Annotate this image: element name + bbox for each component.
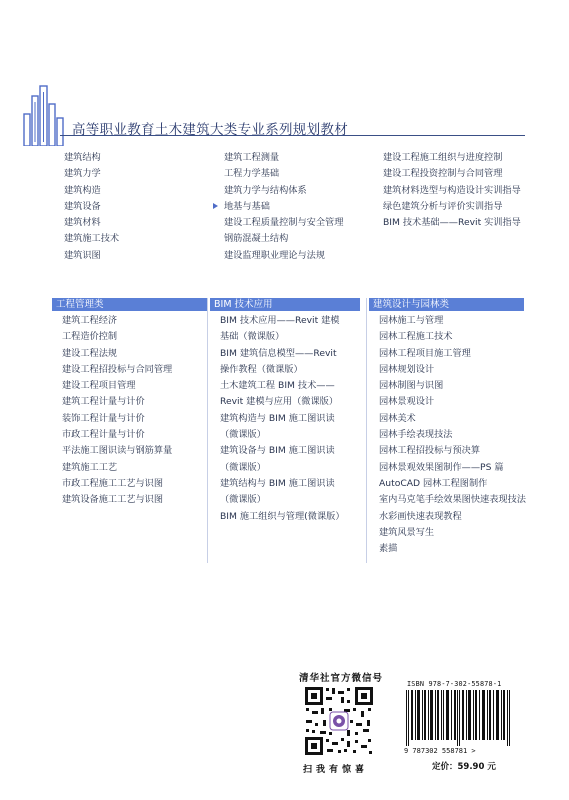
list-item: 园林景观效果图制作——PS 篇	[379, 461, 504, 473]
category-items	[52, 311, 207, 509]
list-item: 建设工程项目管理	[62, 380, 136, 392]
list-item: 建设工程质量控制与安全管理	[224, 217, 344, 229]
list-item: （微课版）	[220, 429, 266, 441]
list-item: 园林工程项目施工管理	[379, 347, 471, 359]
list-item: 平法施工图识读与钢筋算量	[62, 445, 173, 457]
list-item: 建筑材料选型与构造设计实训指导	[383, 184, 521, 196]
series-title: 高等职业教育土木建筑大类专业系列规划教材	[72, 122, 348, 138]
category-header: 建筑设计与园林类	[369, 298, 524, 311]
list-item: 建设工程招投标与合同管理	[62, 363, 173, 375]
list-item: 园林美术	[379, 412, 416, 424]
category-header: 工程管理类	[52, 298, 207, 311]
category-header: BIM 技术应用	[210, 298, 360, 311]
list-item: 建筑设备施工工艺与识图	[62, 494, 164, 506]
list-item: 操作教程（微课版）	[220, 363, 303, 375]
category-architecture-landscape	[369, 298, 524, 557]
price: 定价：59.90 元	[432, 762, 496, 772]
list-item: BIM 技术应用——Revit 建模	[220, 315, 340, 326]
list-item: （微课版）	[220, 461, 266, 473]
current-book-marker-icon	[213, 203, 218, 209]
list-item: 园林施工与管理	[379, 315, 444, 326]
list-item: 园林工程招投标与预决算	[379, 445, 481, 457]
list-item: （微课版）	[220, 494, 266, 506]
wechat-title: 清华社官方微信号	[299, 673, 384, 684]
list-item: 土木建筑工程 BIM 技术——	[220, 380, 335, 392]
list-item: 水彩画快速表现教程	[379, 510, 462, 522]
list-item: 建筑材料	[64, 217, 101, 229]
list-item: 建筑施工工艺	[62, 461, 118, 473]
category-items	[369, 311, 524, 557]
list-item: 建筑工程经济	[62, 315, 118, 326]
list-item: 地基与基础	[224, 200, 270, 212]
list-item: 钢筋混凝土结构	[224, 233, 289, 245]
list-item: 建筑施工技术	[64, 233, 120, 245]
list-item: 建设工程施工组织与进度控制	[383, 152, 503, 163]
list-item: 建筑识图	[64, 249, 101, 261]
column-divider	[207, 298, 208, 563]
category-engineering-management	[52, 298, 207, 509]
isbn-text: ISBN 978-7-302-55878-1	[407, 680, 502, 688]
qr-code-icon[interactable]	[303, 685, 375, 757]
barcode-icon	[404, 690, 512, 746]
list-item: 装饰工程计量与计价	[62, 412, 145, 424]
list-item: 园林制图与识图	[379, 380, 444, 392]
list-item: 素描	[379, 543, 398, 555]
list-item: 室内马克笔手绘效果图快速表现技法	[379, 494, 526, 506]
top-list-column-c	[383, 150, 521, 231]
list-item: Revit 建模与应用（微课版）	[220, 396, 339, 408]
list-item: 建设监理职业理论与法规	[224, 249, 326, 261]
list-item: 建筑构造与 BIM 施工图识读	[220, 412, 335, 424]
list-item: 建筑设备与 BIM 施工图识读	[220, 445, 335, 457]
list-item: 园林工程施工技术	[379, 331, 453, 343]
list-item: 建筑力学与结构体系	[224, 184, 307, 196]
qr-caption: 扫我有惊喜	[303, 765, 369, 775]
category-bim	[210, 298, 360, 525]
list-item: 市政工程施工工艺与识图	[62, 477, 164, 489]
isbn-digits: 9 787302 558781 >	[404, 747, 476, 755]
top-list-column-a	[64, 150, 119, 264]
category-items	[210, 311, 360, 525]
list-item: BIM 技术基础——Revit 实训指导	[383, 217, 521, 229]
list-item: 建筑工程测量	[224, 152, 280, 163]
list-item: BIM 建筑信息模型——Revit	[220, 347, 337, 359]
list-item: 绿色建筑分析与评价实训指导	[383, 200, 503, 212]
list-item: 园林景观设计	[379, 396, 435, 408]
list-item: 建筑结构	[64, 152, 101, 163]
list-item: 建设工程投资控制与合同管理	[383, 168, 503, 180]
list-item: 建筑力学	[64, 168, 101, 180]
list-item: 工程力学基础	[224, 168, 280, 180]
list-item: 工程造价控制	[62, 331, 118, 343]
list-item: 建设工程法规	[62, 347, 118, 359]
list-item: 建筑设备	[64, 200, 101, 212]
list-item: 建筑风景写生	[379, 526, 435, 538]
list-item: 市政工程计量与计价	[62, 429, 145, 441]
list-item: 基础（微课版）	[220, 331, 285, 343]
list-item: 建筑构造	[64, 184, 101, 196]
list-item: 园林规划设计	[379, 363, 435, 375]
column-divider	[366, 298, 367, 563]
top-list-column-b	[224, 150, 343, 264]
list-item: 园林手绘表现技法	[379, 429, 453, 441]
list-item: AutoCAD 园林工程图制作	[379, 477, 488, 489]
list-item: BIM 施工组织与管理(微课版）	[220, 510, 345, 522]
list-item: 建筑工程计量与计价	[62, 396, 145, 408]
list-item: 建筑结构与 BIM 施工图识读	[220, 477, 335, 489]
